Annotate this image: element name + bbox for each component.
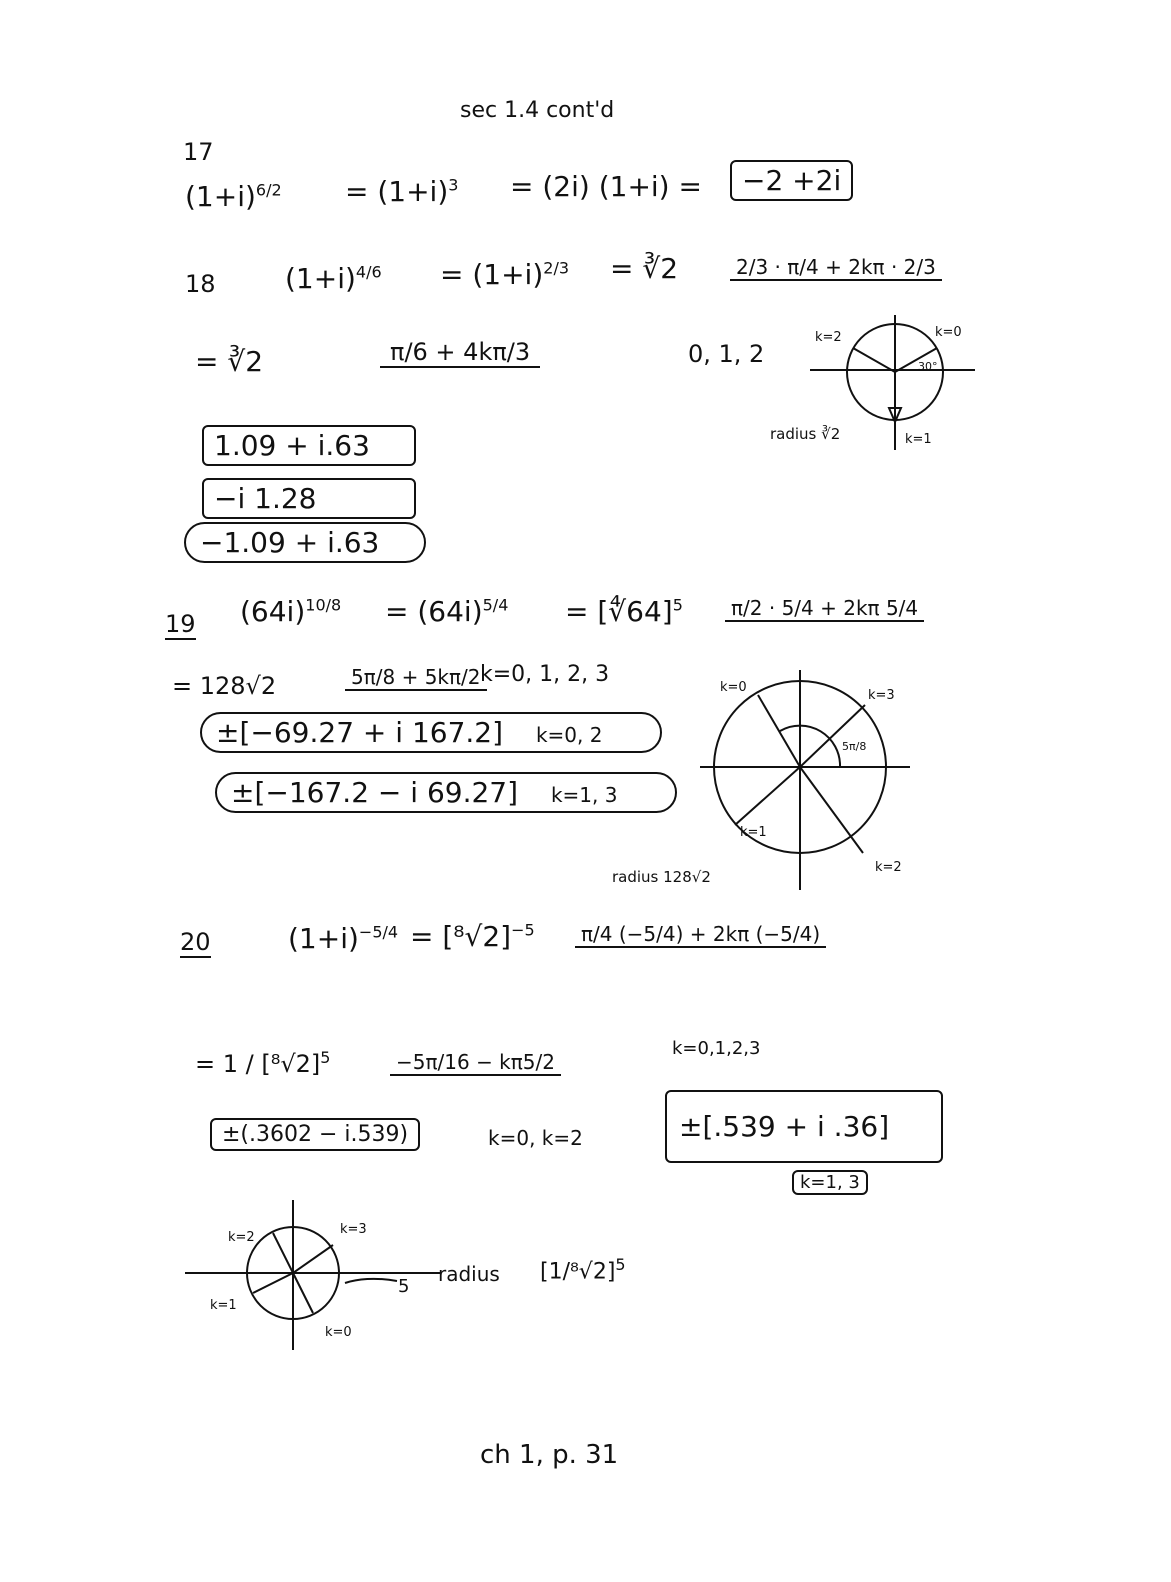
p19-line2: = 128√2: [172, 672, 277, 700]
p20-fig-k2: k=2: [228, 1230, 255, 1245]
p17-answer: −2 +2i: [730, 160, 853, 201]
problem-number-20: 20: [180, 928, 211, 956]
p19-line1-base: (64i): [240, 595, 306, 628]
p18-answer-k0: 1.09 + i.63: [202, 425, 416, 466]
p20-line2-angle: −5π/16 − kπ5/2: [390, 1050, 561, 1076]
p19-line2-k: k=0, 1, 2, 3: [480, 662, 610, 687]
p20-line1-exp: −5/4: [358, 922, 399, 942]
p19-line1b: [385, 595, 508, 628]
p19-answer-2-value: ±[−167.2 − i 69.27]: [231, 776, 519, 809]
p19-fig-k1: k=1: [740, 825, 767, 840]
p20-line1b: [410, 920, 535, 953]
p18-line1-exp: 4/6: [355, 262, 382, 282]
p20-fig-radius-exp: 5: [615, 1255, 626, 1274]
p19-line1-exp: 10/8: [305, 595, 342, 615]
p19-answer-2: [215, 772, 677, 813]
p18-line1c: = ∛2: [610, 252, 679, 285]
page-title: sec 1.4 cont'd: [460, 98, 615, 123]
p19-vector-k0: [758, 695, 800, 767]
p20-vector-k2: [273, 1233, 293, 1273]
p18-k-values: 0, 1, 2: [688, 340, 765, 368]
p20-fig-radius-label: radius: [438, 1262, 500, 1286]
p20-line1-base: (1+i): [288, 922, 359, 955]
p20-line2-exp: 5: [320, 1048, 331, 1067]
problem-number-17: 17: [183, 138, 214, 166]
p20-line1b-base: = [⁸√2]: [410, 920, 512, 953]
p18-line1: [285, 262, 382, 295]
p20-answer-right: ±[.539 + i .36]: [665, 1090, 943, 1163]
p19-fig-k0: k=0: [720, 680, 747, 695]
p18-vector-k2: [853, 348, 895, 372]
p20-fig-k3: k=3: [340, 1222, 367, 1237]
p20-line1-angle: π/4 (−5/4) + 2kπ (−5/4): [575, 922, 826, 948]
p19-line1: [240, 595, 341, 628]
p17-lhs-exp: 6/2: [255, 180, 282, 200]
p19-line1c-exp: 5: [672, 595, 683, 615]
p19-line1c-base: = [∜64]: [565, 595, 673, 628]
p20-line1b-exp: −5: [511, 920, 535, 940]
p20-answer-right-k: k=1, 3: [792, 1170, 868, 1195]
p20-fig-k0: k=0: [325, 1325, 352, 1340]
p19-answer-1: [200, 712, 662, 753]
p18-fig-k1: k=1: [905, 432, 932, 447]
p19-answer-1-value: ±[−69.27 + i 167.2]: [216, 716, 504, 749]
p19-fig-k3: k=3: [868, 688, 895, 703]
p18-answer-k1: −i 1.28: [202, 478, 416, 519]
p19-vector-k3: [800, 705, 865, 767]
p20-vector-k3: [293, 1245, 333, 1273]
p20-fig-k1: k=1: [210, 1298, 237, 1313]
p18-line1-base: (1+i): [285, 262, 356, 295]
p20-argand-diagram: [185, 1195, 445, 1355]
p19-answer-1-k: k=0, 2: [535, 723, 603, 747]
p17-lhs-base: (1+i): [185, 180, 256, 213]
p20-answer-left-k: k=0, k=2: [488, 1126, 583, 1150]
p19-line1c: [565, 595, 683, 628]
p19-fig-radius: radius 128√2: [612, 868, 711, 886]
p20-vector-k1: [253, 1273, 293, 1293]
p19-line2-angle: 5π/8 + 5kπ/2: [345, 665, 487, 691]
p19-line1b-exp: 5/4: [482, 595, 509, 615]
p18-line1b-base: = (1+i): [440, 258, 544, 291]
page-footer: ch 1, p. 31: [480, 1440, 619, 1470]
p18-fig-angle: 30°: [918, 360, 938, 373]
p17-step1: [345, 175, 458, 208]
p17-step1-text: = (1+i): [345, 175, 449, 208]
p20-line1: [288, 922, 398, 955]
p20-answer-left: ±(.3602 − i.539): [210, 1118, 420, 1151]
p20-vector-k0: [293, 1273, 313, 1313]
problem-number-18: 18: [185, 270, 216, 298]
p17-step2: = (2i) (1+i) =: [510, 170, 702, 203]
p19-vector-k1: [735, 767, 800, 825]
p20-fig-radius-base: [1/⁸√2]: [540, 1259, 616, 1285]
p19-answer-2-k: k=1, 3: [550, 783, 618, 807]
p18-fig-radius: radius ∛2: [770, 425, 841, 443]
p18-fig-k0: k=0: [935, 325, 962, 340]
p19-fig-angle: 5π/8: [842, 740, 867, 753]
p20-fig-arrow-label: 5: [398, 1276, 410, 1297]
problem-number-19: 19: [165, 610, 196, 638]
p18-answer-k2: −1.09 + i.63: [184, 522, 426, 563]
p18-line2: = ∛2: [195, 345, 264, 378]
p19-line1-angle: π/2 · 5/4 + 2kπ 5/4: [725, 596, 924, 622]
p18-fig-k2: k=2: [815, 330, 842, 345]
p18-line1-angle: 2/3 · π/4 + 2kπ · 2/3: [730, 255, 942, 281]
p18-line1b-exp: 2/3: [543, 258, 570, 278]
p18-line2-angle: π/6 + 4kπ/3: [380, 338, 540, 368]
p20-line2-base: = 1 / [⁸√2]: [195, 1050, 321, 1078]
p17-step1-exp: 3: [448, 175, 459, 195]
p20-line2: [195, 1048, 330, 1078]
p19-fig-k2: k=2: [875, 860, 902, 875]
p17-lhs: [185, 180, 282, 213]
p18-line1b: [440, 258, 569, 291]
p20-line2-k: k=0,1,2,3: [672, 1038, 761, 1059]
p20-pointer-arrow: [345, 1279, 397, 1283]
p20-fig-radius-value: [540, 1255, 626, 1284]
p19-line1b-base: = (64i): [385, 595, 483, 628]
p19-vector-k2: [800, 767, 863, 853]
